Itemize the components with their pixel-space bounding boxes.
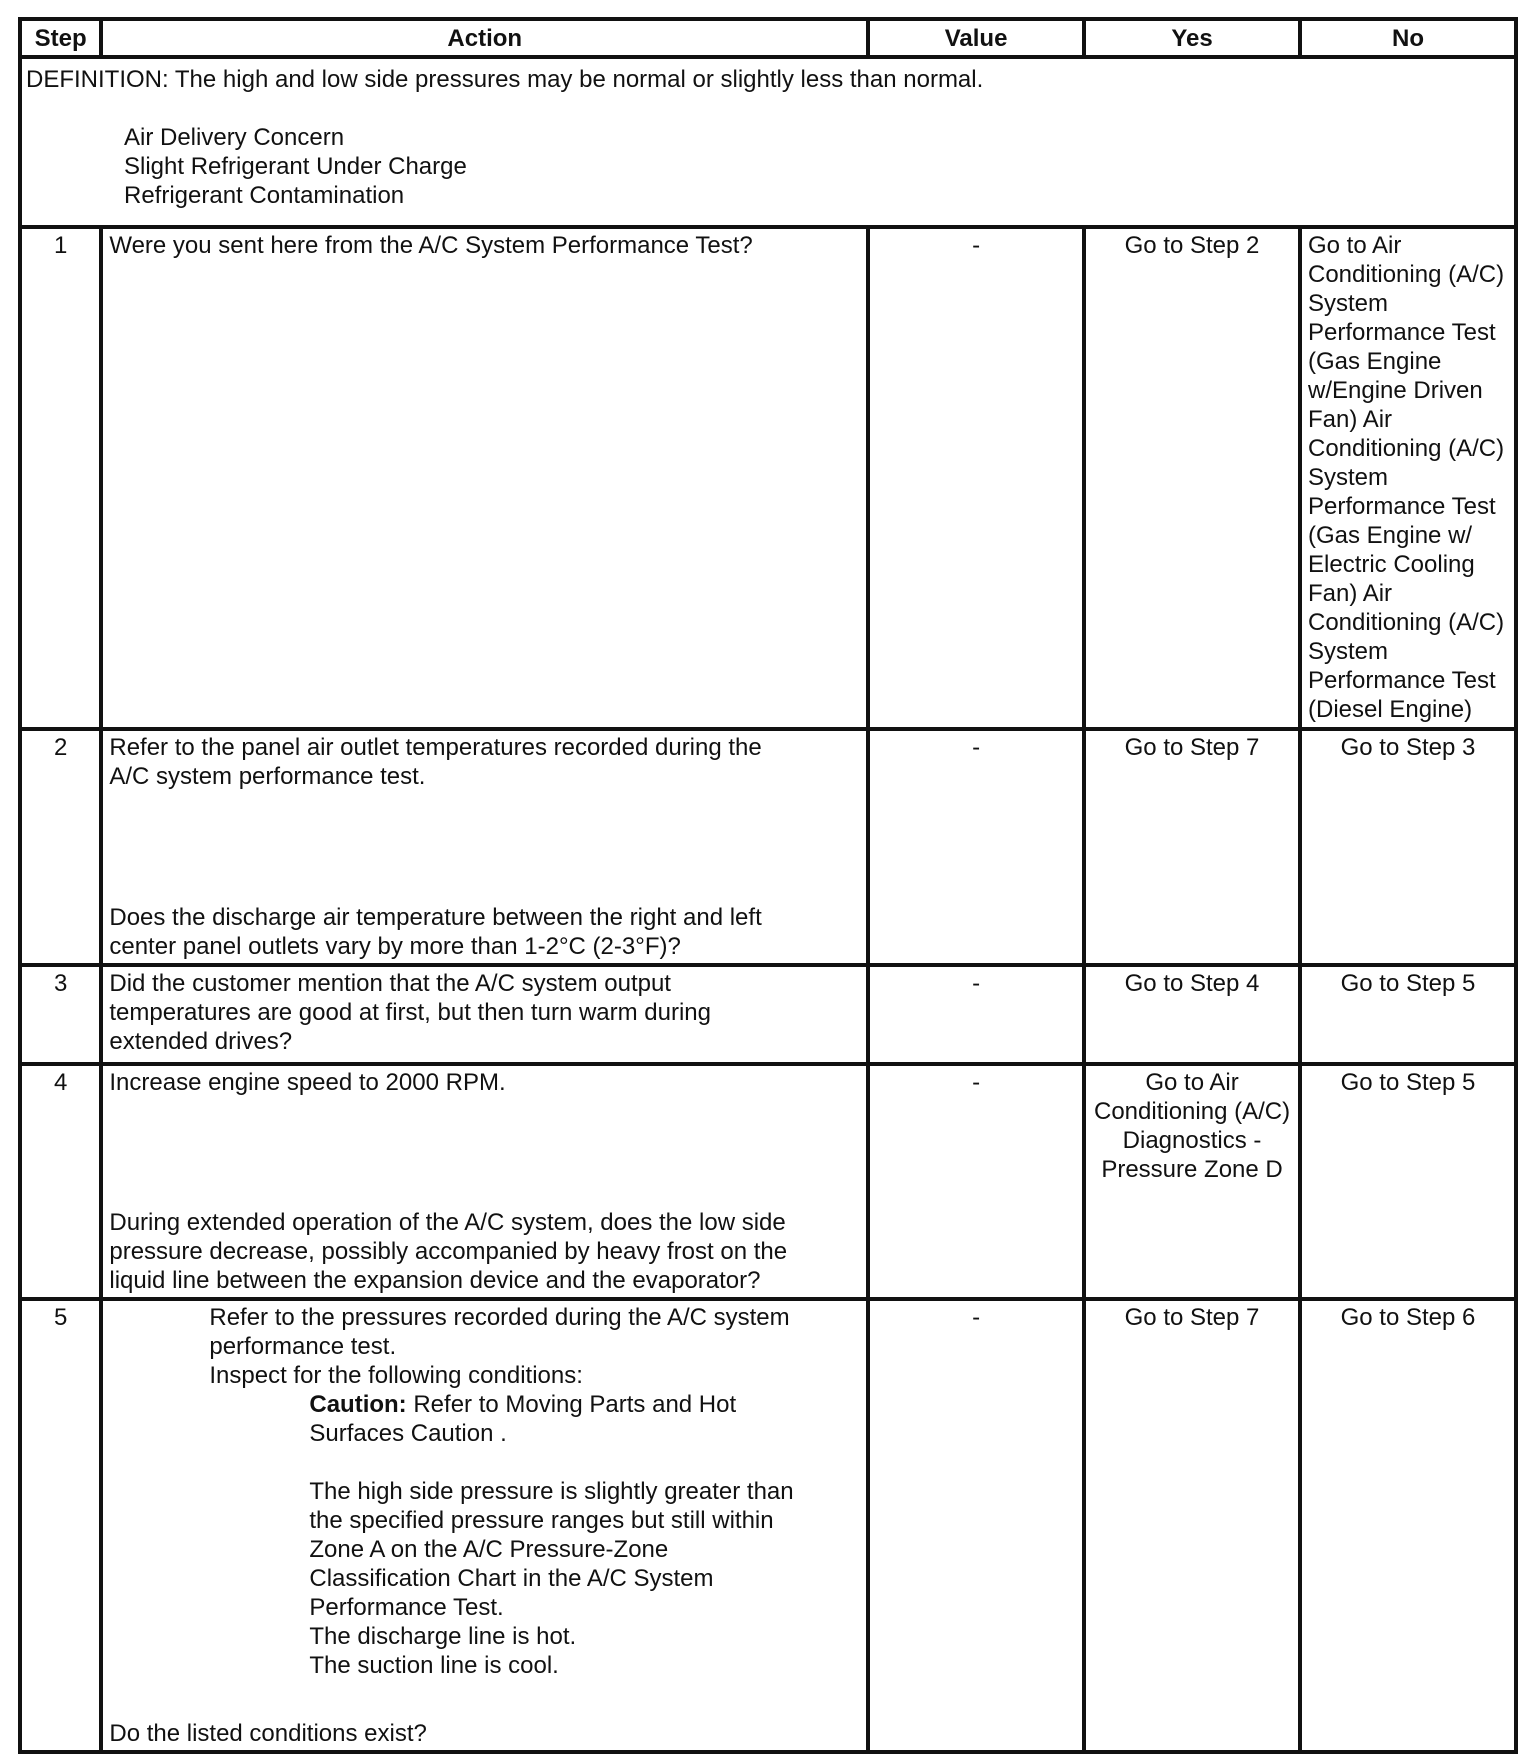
header-action: Action	[101, 19, 868, 57]
action-cell	[101, 729, 868, 965]
action-text: Did the customer mention that the A/C system output	[109, 970, 671, 997]
condition-item: the specified pressure ranges but still within	[309, 1507, 774, 1534]
yes-line: Pressure Zone D	[1101, 1156, 1283, 1183]
caution-text: Surfaces Caution .	[309, 1420, 507, 1447]
diagnostic-table	[18, 17, 1518, 1754]
no-link[interactable]: Go to Step 5	[1300, 965, 1516, 1064]
condition-item: Zone A on the A/C Pressure-Zone	[309, 1536, 669, 1563]
header-no: No	[1300, 19, 1516, 57]
yes-line: Go to Air	[1145, 1069, 1239, 1096]
no-link[interactable]: Go to Step 6	[1300, 1299, 1516, 1752]
definition-item: Air Delivery Concern	[124, 124, 345, 151]
definition-text: DEFINITION: The high and low side pressures may be normal or slightly less than normal.	[26, 66, 984, 93]
action-text: Refer to the panel air outlet temperatures recorded during the	[109, 734, 762, 761]
definition-row	[20, 57, 1516, 227]
no-line: Performance Test	[1308, 319, 1496, 346]
yes-link[interactable]: Go to Step 4	[1084, 965, 1300, 1064]
yes-link[interactable]: Go to Step 2	[1084, 227, 1300, 729]
yes-line: Diagnostics -	[1122, 1127, 1262, 1154]
no-line: Performance Test	[1308, 667, 1496, 694]
value-cell: -	[868, 1064, 1084, 1299]
action-cell	[101, 227, 868, 729]
no-line: Performance Test	[1308, 493, 1496, 520]
no-line: Fan) Air	[1308, 580, 1393, 607]
no-link[interactable]: Go to Step 3	[1300, 729, 1516, 965]
no-line: Electric Cooling	[1308, 551, 1475, 578]
no-line: Go to Air	[1308, 232, 1402, 259]
header-yes: Yes	[1084, 19, 1300, 57]
no-line: Conditioning (A/C)	[1308, 609, 1505, 636]
action-text: Refer to the pressures recorded during the A/C system	[209, 1304, 790, 1331]
no-link[interactable]	[1300, 227, 1516, 729]
caution-label: Caution:	[309, 1391, 407, 1418]
definition-item: Refrigerant Contamination	[124, 182, 405, 209]
no-line: (Gas Engine w/	[1308, 522, 1473, 549]
yes-link[interactable]: Go to Step 7	[1084, 1299, 1300, 1752]
step-number: 2	[20, 729, 101, 965]
condition-item: The suction line is cool.	[309, 1652, 559, 1679]
action-text: Increase engine speed to 2000 RPM.	[109, 1069, 506, 1096]
no-line: System	[1308, 290, 1389, 317]
action-cell	[101, 1064, 868, 1299]
header-value: Value	[868, 19, 1084, 57]
table-row	[20, 1299, 1516, 1752]
condition-item: Classification Chart in the A/C System	[309, 1565, 714, 1592]
action-text: temperatures are good at first, but then turn warm during	[109, 999, 711, 1026]
caution-block	[109, 1390, 860, 1680]
table-row	[20, 227, 1516, 729]
value-cell: -	[868, 227, 1084, 729]
value-cell: -	[868, 965, 1084, 1064]
condition-item: The discharge line is hot.	[309, 1623, 577, 1650]
table-row	[20, 729, 1516, 965]
action-text: extended drives?	[109, 1028, 293, 1055]
yes-line: Conditioning (A/C)	[1093, 1098, 1291, 1125]
action-question: center panel outlets vary by more than 1-2°C (2-3°F)?	[109, 933, 681, 960]
table-row	[20, 965, 1516, 1064]
no-line: (Diesel Engine)	[1308, 696, 1473, 723]
action-question: Do the listed conditions exist?	[109, 1720, 427, 1747]
value-cell: -	[868, 729, 1084, 965]
yes-link[interactable]: Go to Step 7	[1084, 729, 1300, 965]
header-row	[20, 19, 1516, 57]
no-line: Conditioning (A/C)	[1308, 261, 1505, 288]
action-text: Inspect for the following conditions:	[209, 1362, 583, 1389]
action-text: performance test.	[209, 1333, 397, 1360]
yes-link[interactable]	[1084, 1064, 1300, 1299]
no-link[interactable]: Go to Step 5	[1300, 1064, 1516, 1299]
no-line: Conditioning (A/C)	[1308, 435, 1505, 462]
action-text: A/C system performance test.	[109, 763, 426, 790]
no-line: System	[1308, 638, 1389, 665]
caution-text: Refer to Moving Parts and Hot	[406, 1391, 737, 1418]
step-number: 4	[20, 1064, 101, 1299]
step-number: 1	[20, 227, 101, 729]
step-number: 5	[20, 1299, 101, 1752]
table-row	[20, 1064, 1516, 1299]
header-step: Step	[20, 19, 101, 57]
no-line: w/Engine Driven	[1308, 377, 1483, 404]
action-cell	[101, 1299, 868, 1752]
action-cell	[101, 965, 868, 1064]
definition-item: Slight Refrigerant Under Charge	[124, 153, 467, 180]
condition-item: Performance Test.	[309, 1594, 504, 1621]
value-cell: -	[868, 1299, 1084, 1752]
action-question: During extended operation of the A/C system, does the low side	[109, 1209, 786, 1236]
definition-list	[26, 123, 1510, 210]
action-question: liquid line between the expansion device and the evaporator?	[109, 1267, 761, 1294]
no-line: System	[1308, 464, 1389, 491]
definition-cell	[20, 57, 1516, 227]
step-number: 3	[20, 965, 101, 1064]
no-line: (Gas Engine	[1308, 348, 1442, 375]
action-question: pressure decrease, possibly accompanied by heavy frost on the	[109, 1238, 788, 1265]
no-line: Fan) Air	[1308, 406, 1393, 433]
condition-item: The high side pressure is slightly greater than	[309, 1478, 794, 1505]
action-text: Were you sent here from the A/C System Performance Test?	[109, 232, 753, 259]
action-question: Does the discharge air temperature between the right and left	[109, 904, 762, 931]
